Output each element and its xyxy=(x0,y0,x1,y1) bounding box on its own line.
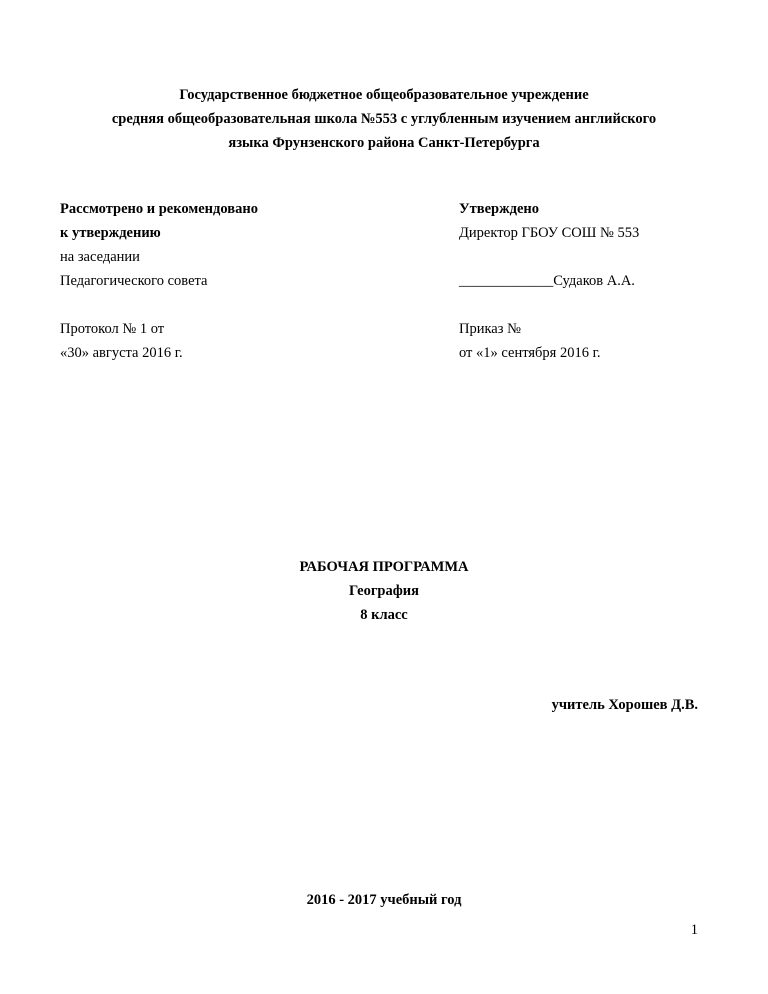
program-title: РАБОЧАЯ ПРОГРАММА xyxy=(299,559,469,575)
header-line-2: средняя общеобразовательная школа №553 с углубленным изучением английского xyxy=(111,111,657,127)
approval-left-protocol: Протокол № 1 от xyxy=(60,321,165,337)
approval-left-title-2: к утверждению xyxy=(60,225,161,241)
approval-left-line-3: на заседании xyxy=(60,249,140,265)
header-line-3: языка Фрунзенского района Санкт-Петербурга xyxy=(228,135,540,151)
header-line-1: Государственное бюджетное общеобразовательное учреждение xyxy=(179,87,589,103)
approval-right-order: Приказ № xyxy=(459,321,521,337)
approval-left-line-4: Педагогического совета xyxy=(60,273,208,289)
approval-right-director: Директор ГБОУ СОШ № 553 xyxy=(459,225,640,241)
school-year: 2016 - 2017 учебный год xyxy=(306,892,462,908)
program-subject: География xyxy=(349,583,419,599)
approval-right-date: от «1» сентября 2016 г. xyxy=(459,345,601,361)
page-number: 1 xyxy=(690,922,698,938)
teacher-name: учитель Хорошев Д.В. xyxy=(551,697,698,713)
program-grade: 8 класс xyxy=(360,607,408,623)
approval-left-date: «30» августа 2016 г. xyxy=(60,345,183,361)
approval-right-signature: _____________Судаков А.А. xyxy=(459,273,635,289)
approval-left-title-1: Рассмотрено и рекомендовано xyxy=(60,201,258,217)
approval-right-title: Утверждено xyxy=(459,201,539,217)
